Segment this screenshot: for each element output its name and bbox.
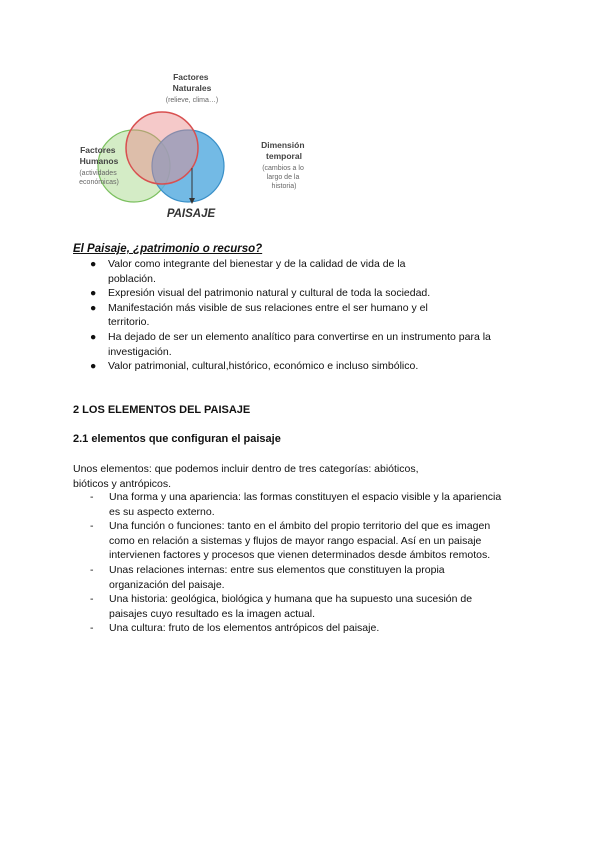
heritage-bullet-list	[73, 257, 533, 374]
list-item: ● Manifestación más visible de sus relaciones entre el ser humano y el territorio.	[90, 301, 428, 329]
list-item: ● Valor patrimonial, cultural,histórico, económico e incluso simbólico.	[90, 360, 419, 373]
human-factors-sub: (actividades económicas)	[79, 170, 119, 186]
bullet-icon: ●	[90, 287, 97, 300]
time-dimension-sub: (cambios a lo largo de la historia)	[262, 165, 304, 190]
section-title-heritage: El Paisaje, ¿patrimonio o recurso?	[73, 243, 263, 255]
heading-landscape-elements: 2 LOS ELEMENTOS DEL PAISAJE	[73, 404, 251, 416]
dash-icon: -	[90, 520, 94, 533]
list-item: ● Expresión visual del patrimonio natural y cultural de toda la sociedad.	[90, 287, 431, 300]
bullet-icon: ●	[90, 330, 97, 343]
list-item: ● Ha dejado de ser un elemento analítico para convertirse en un instrumento para la investigación.	[90, 330, 491, 358]
subheading-configuring-elements: 2.1 elementos que configuran el paisaje	[73, 433, 281, 445]
natural-factors-sub: (relieve, clima…)	[165, 97, 219, 104]
bullet-icon: ●	[90, 301, 97, 314]
dash-icon: -	[90, 593, 94, 606]
intro-paragraph: Unos elementos: que podemos incluir dentro de tres categorías: abióticos, bióticos y antrópicos.	[73, 463, 419, 490]
elements-dash-list	[73, 490, 543, 636]
dash-icon: -	[90, 563, 94, 576]
list-item: - Una forma y una apariencia: las formas constituyen el espacio visible y la apariencia es su aspecto externo.	[90, 491, 502, 518]
list-item: - Una cultura: fruto de los elementos antrópicos del paisaje.	[90, 622, 380, 635]
human-factors-label: Factores Humanos	[79, 145, 119, 166]
circle-natural-factors	[126, 112, 198, 184]
dash-icon: -	[90, 622, 94, 635]
venn-diagram	[66, 60, 356, 232]
list-item: ● Valor como integrante del bienestar y de la calidad de vida de la población.	[90, 258, 406, 285]
list-item: - Unas relaciones internas: entre sus elementos que constituyen la propia organización del paisaje.	[90, 563, 445, 591]
time-dimension-label: Dimensión temporal	[261, 140, 305, 161]
bullet-icon: ●	[90, 360, 97, 373]
list-item: - Una historia: geológica, biológica y humana que ha supuesto una sucesión de paisajes cuyo resultado es la imagen actual.	[90, 593, 473, 620]
list-item: - Una función o funciones: tanto en el ámbito del propio territorio del que es imagen como en relación a sistemas y flujos de mayor rango espacial. Así en un paisaje intervienen factores y procesos que vienen determinados desde ámbitos remotos.	[90, 520, 491, 562]
bullet-icon: ●	[90, 258, 97, 270]
natural-factors-label: Factores Naturales	[172, 72, 212, 93]
dash-icon: -	[90, 491, 94, 503]
landscape-result-label: PAISAJE	[166, 208, 216, 220]
